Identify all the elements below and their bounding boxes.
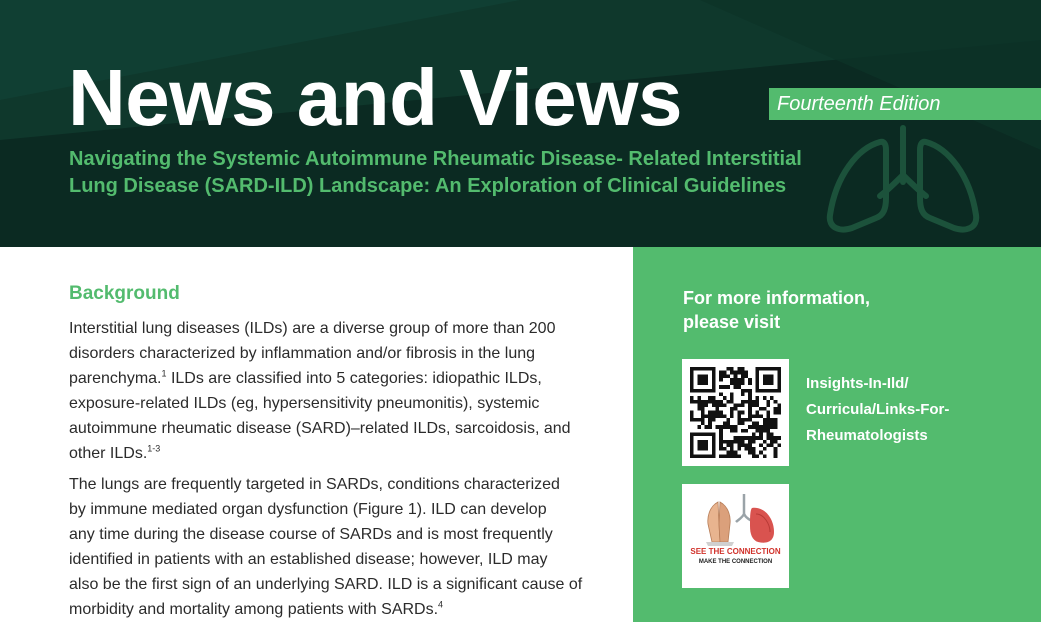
campaign-title: SEE THE CONNECTION	[690, 547, 781, 556]
paragraph-line: exposure-related ILDs (eg, hypersensitivity pneumonitis), systemic	[69, 395, 540, 412]
paragraph-line: The lungs are frequently targeted in SARDs, conditions characterized	[69, 476, 560, 493]
background-paragraph-2	[69, 472, 609, 622]
more-info-line: please visit	[683, 312, 781, 332]
page-subtitle	[69, 146, 949, 200]
paragraph-text: parenchyma.	[69, 370, 162, 387]
resource-link-line: Rheumatologists	[806, 427, 928, 444]
paragraph-line: autoimmune rheumatic disease (SARD)–related ILDs, sarcoidosis, and	[69, 420, 571, 437]
paragraph-line: identified in patients with an established disease; however, ILD may	[69, 551, 548, 568]
section-heading-background: Background	[69, 283, 180, 304]
citation-superscript: 1	[161, 368, 167, 379]
more-info-heading	[683, 286, 870, 334]
resource-link-line: Insights-In-Ild/	[806, 375, 909, 392]
resource-link-line: Curricula/Links-For-	[806, 401, 950, 418]
paragraph-text: morbidity and mortality among patients with SARDs.	[69, 601, 439, 618]
citation-superscript: 1-3	[147, 443, 161, 454]
subtitle-line: Lung Disease (SARD-ILD) Landscape: An Exploration of Clinical Guidelines	[69, 175, 787, 197]
campaign-subtitle: MAKE THE CONNECTION	[698, 559, 773, 565]
paragraph-line: Interstitial lung diseases (ILDs) are a diverse group of more than 200	[69, 320, 556, 337]
paragraph-line: any time during the disease course of SARDs and is most frequently	[69, 526, 553, 543]
paragraph-line	[69, 441, 609, 466]
citation-superscript: 4	[438, 599, 444, 610]
info-sidebar	[633, 247, 1041, 622]
subtitle-line: Navigating the Systemic Autoimmune Rheumatic Disease- Related Interstitial	[69, 148, 802, 170]
qr-code-icon[interactable]	[682, 359, 789, 466]
background-paragraph-1	[69, 316, 609, 466]
main-content	[0, 247, 633, 622]
header-banner	[0, 0, 1041, 247]
edition-badge: Fourteenth Edition	[769, 88, 1041, 120]
more-info-line: For more information,	[683, 288, 871, 308]
paragraph-line	[69, 366, 609, 391]
page-title: News and Views	[68, 53, 683, 142]
paragraph-line: by immune mediated organ dysfunction (Figure 1). ILD can develop	[69, 501, 547, 518]
resource-link[interactable]	[806, 371, 949, 449]
hands-and-lungs-icon	[682, 484, 789, 546]
paragraph-line	[69, 597, 609, 622]
campaign-card[interactable]	[682, 484, 789, 588]
paragraph-text: ILDs are classified into 5 categories: idiopathic ILDs,	[166, 370, 542, 387]
paragraph-line: disorders characterized by inflammation and/or fibrosis in the lung	[69, 345, 536, 362]
paragraph-line: also be the first sign of an underlying SARD. ILD is a significant cause of	[69, 576, 583, 593]
qr-code-graphic	[690, 367, 781, 458]
paragraph-text: other ILDs.	[69, 445, 148, 462]
